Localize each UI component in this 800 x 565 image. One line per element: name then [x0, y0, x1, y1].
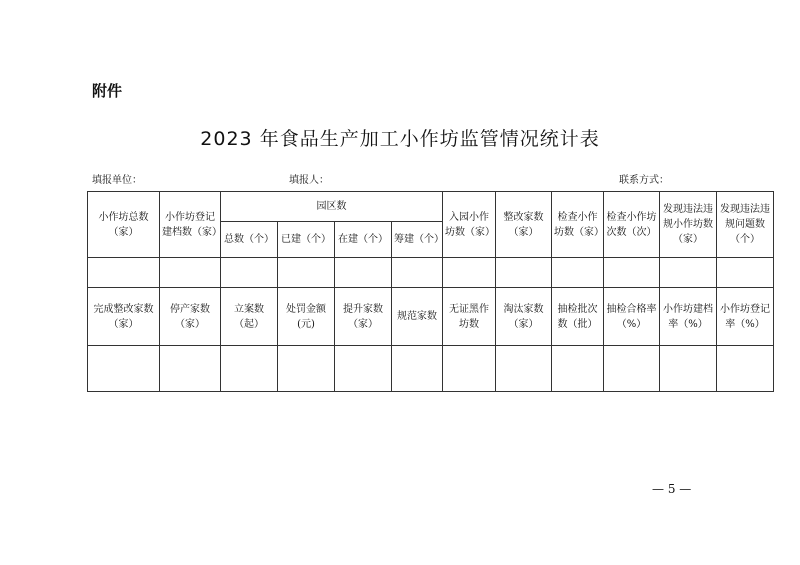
header-row-1: [88, 192, 774, 222]
header-cell: 抽检批次数（批）: [552, 288, 604, 346]
header-cell: 处罚金额(元): [278, 288, 335, 346]
header-cell: 立案数（起）: [221, 288, 278, 346]
header-cell: 停产家数（家）: [160, 288, 221, 346]
data-cell[interactable]: [160, 258, 221, 288]
header-cell: 规范家数: [392, 288, 443, 346]
document-title: 2023 年食品生产加工小作坊监管情况统计表: [200, 128, 600, 150]
statistics-table: [87, 191, 774, 392]
data-cell[interactable]: [278, 346, 335, 392]
data-cell[interactable]: [443, 258, 496, 288]
data-cell[interactable]: [335, 346, 392, 392]
data-cell[interactable]: [335, 258, 392, 288]
data-cell[interactable]: [717, 346, 774, 392]
data-cell[interactable]: [552, 346, 604, 392]
header-row-3: [88, 288, 774, 346]
header-cell: 小作坊建档率（%）: [660, 288, 717, 346]
header-cell: 入园小作坊数（家）: [443, 192, 496, 258]
park-sub-header: 在建（个）: [335, 222, 392, 258]
data-cell[interactable]: [604, 346, 660, 392]
header-cell: 检查小作坊次数（次）: [604, 192, 660, 258]
data-cell[interactable]: [443, 346, 496, 392]
data-cell[interactable]: [392, 258, 443, 288]
header-cell: 小作坊登记率（%）: [717, 288, 774, 346]
header-cell: 提升家数（家）: [335, 288, 392, 346]
header-cell: 整改家数（家）: [496, 192, 552, 258]
park-sub-header: 筹建（个）: [392, 222, 443, 258]
header-cell: 小作坊登记建档数（家）: [160, 192, 221, 258]
header-cell: 发现违法违规小作坊数（家）: [660, 192, 717, 258]
data-cell[interactable]: [221, 346, 278, 392]
data-cell[interactable]: [392, 346, 443, 392]
header-cell: 淘汰家数（家）: [496, 288, 552, 346]
data-cell[interactable]: [221, 258, 278, 288]
fill-contact-label: 联系方式：: [619, 175, 669, 186]
empty-data-row: [88, 258, 774, 288]
data-cell[interactable]: [660, 258, 717, 288]
fill-person-label: 填报人：: [289, 175, 329, 186]
data-cell[interactable]: [160, 346, 221, 392]
header-cell: 发现违法违规问题数（个）: [717, 192, 774, 258]
page-number: — 5 —: [652, 482, 692, 496]
data-cell[interactable]: [604, 258, 660, 288]
data-cell[interactable]: [660, 346, 717, 392]
data-cell[interactable]: [552, 258, 604, 288]
header-cell: 小作坊总数（家）: [88, 192, 160, 258]
data-cell[interactable]: [717, 258, 774, 288]
header-cell: 无证黑作坊数: [443, 288, 496, 346]
data-cell[interactable]: [496, 346, 552, 392]
data-cell[interactable]: [88, 258, 160, 288]
park-sub-header: 总数（个）: [221, 222, 278, 258]
fill-unit-label: 填报单位：: [92, 175, 142, 186]
park-sub-header: 已建（个）: [278, 222, 335, 258]
park-group-header: 园区数: [221, 192, 443, 222]
attachment-label: 附件: [92, 82, 123, 100]
empty-data-row: [88, 346, 774, 392]
header-cell: 抽检合格率（%）: [604, 288, 660, 346]
data-cell[interactable]: [88, 346, 160, 392]
data-cell[interactable]: [278, 258, 335, 288]
header-cell: 完成整改家数（家）: [88, 288, 160, 346]
header-cell: 检查小作坊数（家）: [552, 192, 604, 258]
data-cell[interactable]: [496, 258, 552, 288]
